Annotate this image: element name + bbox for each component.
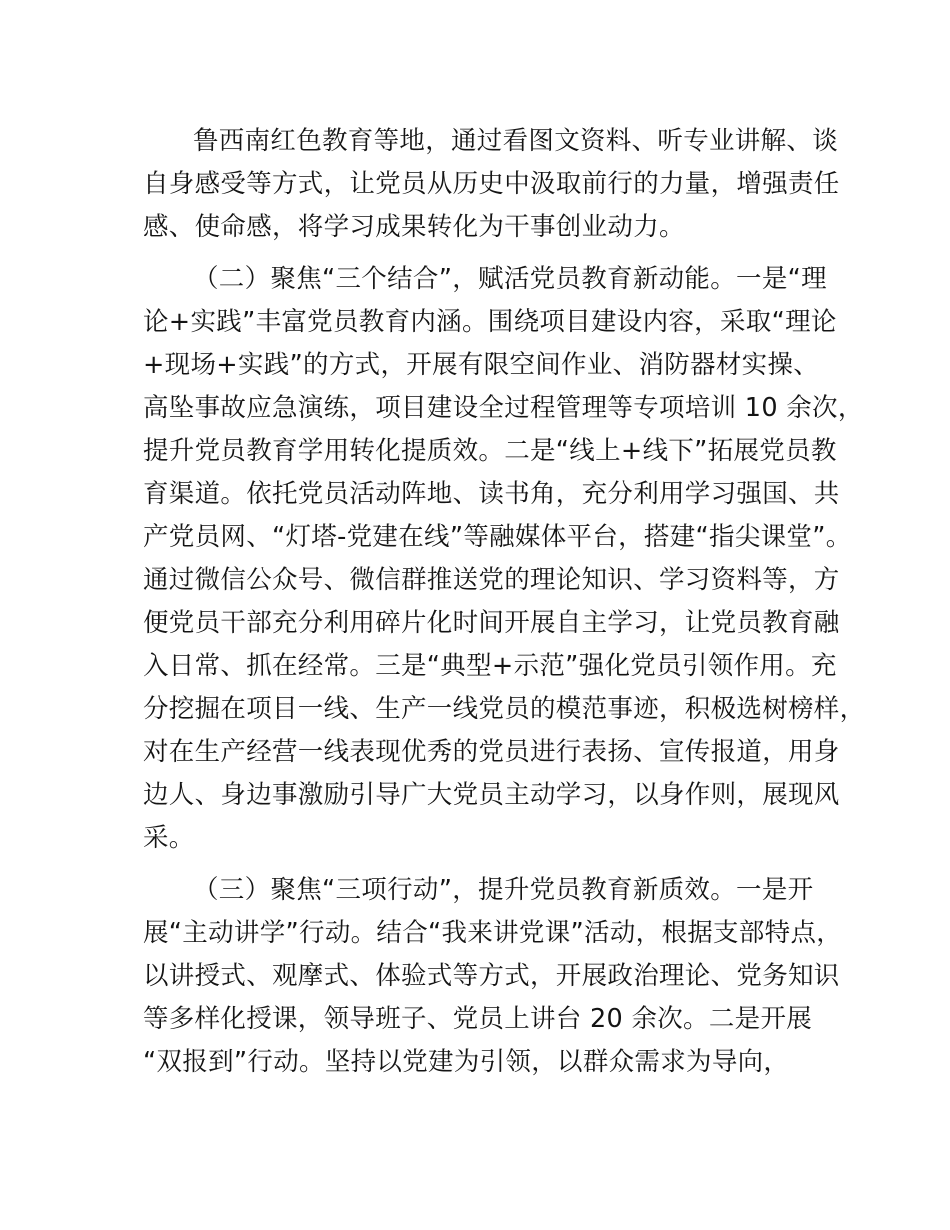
text-line: 提升党员教育学用转化提质效。二是“线上+线下”拓展党员教 — [143, 436, 837, 466]
text-line: 高坠事故应急演练，项目建设全过程管理等专项培训 10 余次， — [143, 393, 864, 423]
text-line: 展“主动讲学”行动。结合“我来讲党课”活动，根据支部特点， — [143, 918, 843, 948]
text-line: 育渠道。依托党员活动阵地、读书角，充分利用学习强国、共 — [143, 479, 840, 509]
text-line: 感、使命感，将学习成果转化为干事创业动力。 — [143, 212, 685, 242]
text-line: 以讲授式、观摩式、体验式等方式，开展政治理论、党务知识 — [143, 961, 840, 991]
text-line: 便党员干部充分利用碎片化时间开展自主学习，让党员教育融 — [143, 608, 840, 638]
text-line: 自身感受等方式，让党员从历史中汲取前行的力量，增强责任 — [143, 169, 840, 199]
text-line: 论+实践”丰富党员教育内涵。围绕项目建设内容，采取“理论 — [143, 307, 837, 337]
text-line: +现场+实践”的方式，开展有限空间作业、消防器材实操、 — [143, 350, 820, 380]
text-line: 边人、身边事激励引导广大党员主动学习，以身作则，展现风 — [143, 780, 840, 810]
text-line: 入日常、抓在经常。三是“典型+示范”强化党员引领作用。充 — [143, 651, 837, 681]
text-line: 分挖掘在项目一线、生产一线党员的模范事迹，积极选树榜样， — [143, 694, 866, 724]
text-line: “双报到”行动。坚持以党建为引领，以群众需求为导向， — [143, 1047, 790, 1077]
text-line: 等多样化授课，领导班子、党员上讲台 20 余次。二是开展 — [143, 1004, 813, 1034]
text-line: （二）聚焦“三个结合”，赋活党员教育新动能。一是“理 — [193, 264, 827, 294]
text-line: 对在生产经营一线表现优秀的党员进行表扬、宣传报道，用身 — [143, 737, 840, 767]
text-line: 采。 — [143, 823, 195, 853]
text-line: 鲁西南红色教育等地，通过看图文资料、听专业讲解、谈 — [193, 126, 839, 156]
text-line: 产党员网、“灯塔-党建在线”等融媒体平台，搭建“指尖课堂”。 — [143, 522, 852, 552]
text-line: 通过微信公众号、微信群推送党的理论知识、学习资料等，方 — [143, 565, 840, 595]
text-line: （三）聚焦“三项行动”，提升党员教育新质效。一是开 — [193, 875, 814, 905]
